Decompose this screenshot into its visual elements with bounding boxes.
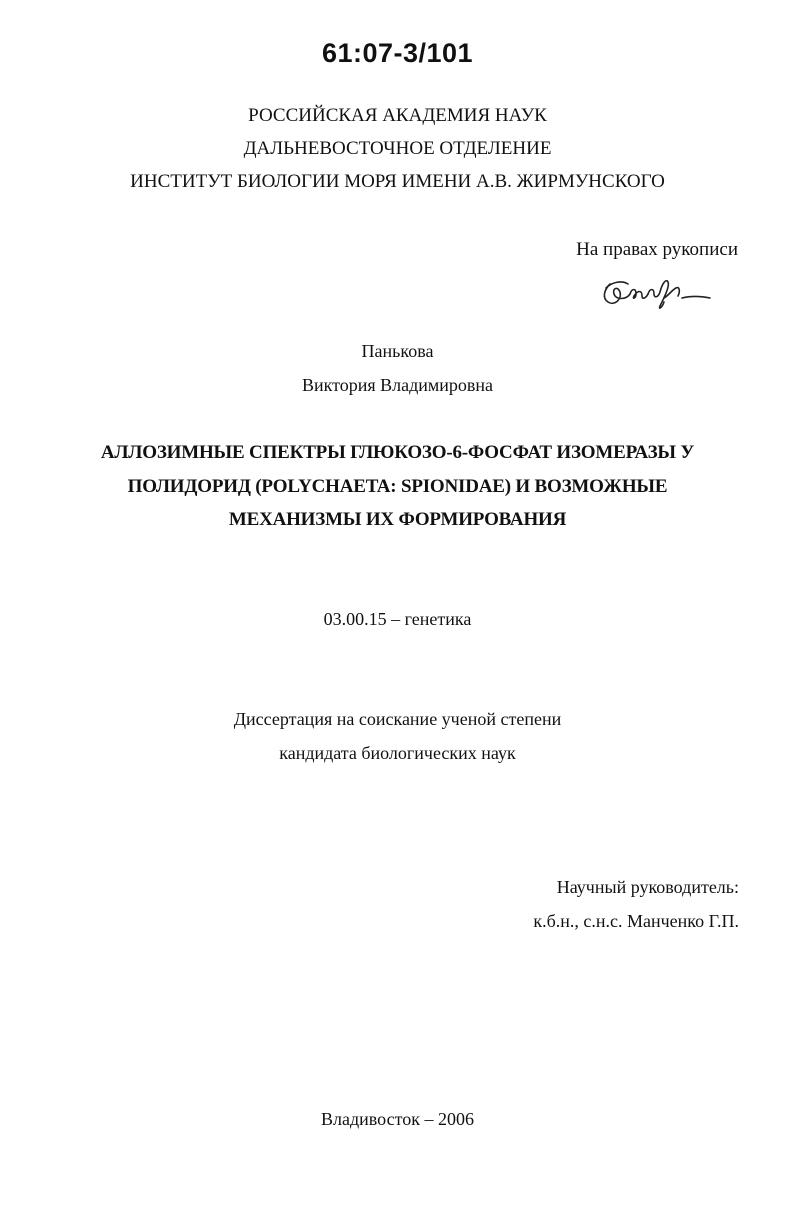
supervisor-label: Научный руководитель: [556, 877, 739, 897]
degree-line-1: Диссертация на соискание ученой степени [233, 709, 562, 729]
organization-line-3: ИНСТИТУТ БИОЛОГИИ МОРЯ ИМЕНИ А.В. ЖИРМУНСКОГО [130, 171, 665, 192]
dissertation-title-line-1: АЛЛОЗИМНЫЕ СПЕКТРЫ ГЛЮКОЗО-6-ФОСФАТ ИЗОМЕРАЗЫ У [100, 442, 695, 463]
handwritten-signature [596, 268, 716, 318]
organization-line-1: РОССИЙСКАЯ АКАДЕМИЯ НАУК [248, 105, 547, 126]
degree-line-2: кандидата биологических наук [279, 743, 516, 763]
document-code: 61:07-3/101 [321, 38, 474, 68]
dissertation-title-line-3: МЕХАНИЗМЫ ИХ ФОРМИРОВАНИЯ [228, 509, 567, 530]
supervisor-name: к.б.н., с.н.с. Манченко Г.П. [533, 911, 739, 931]
author-given-names: Виктория Владимировна [301, 375, 494, 395]
city-year: Владивосток – 2006 [321, 1109, 474, 1129]
dissertation-title-line-2: ПОЛИДОРИД (POLYCHAETA: SPIONIDAE) И ВОЗМОЖНЫЕ [127, 476, 668, 497]
specialty-code: 03.00.15 – генетика [323, 609, 472, 629]
manuscript-rights-note: На правах рукописи [576, 239, 738, 260]
organization-line-2: ДАЛЬНЕВОСТОЧНОЕ ОТДЕЛЕНИЕ [243, 138, 552, 159]
author-surname: Панькова [361, 341, 434, 361]
